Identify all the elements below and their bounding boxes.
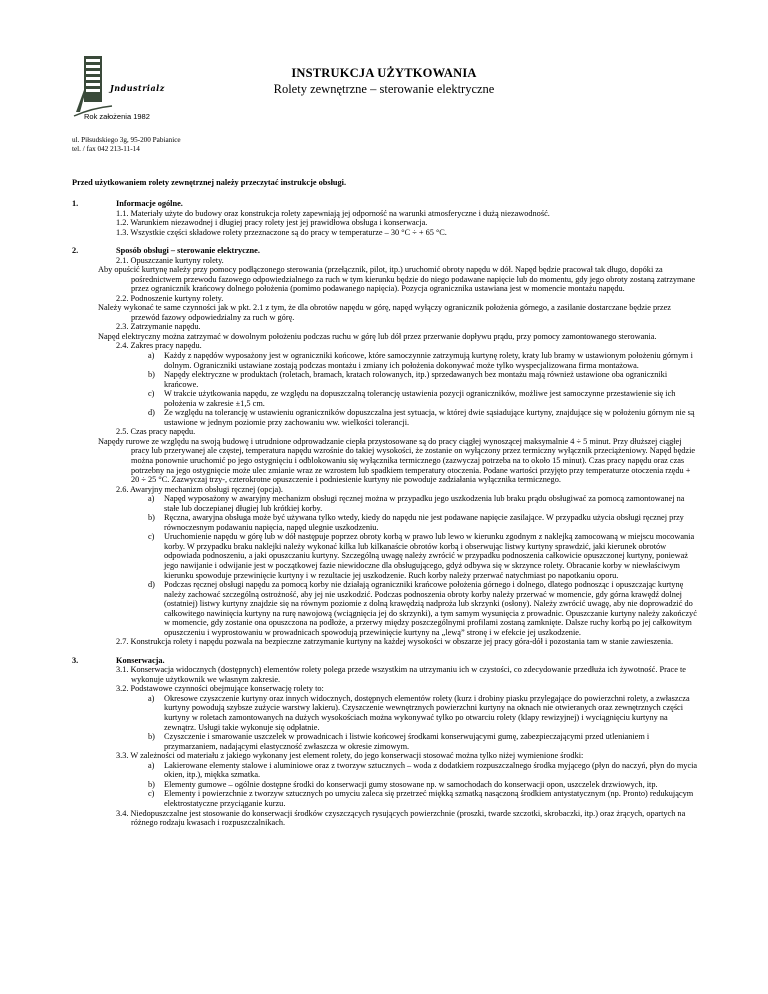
list-text: Napęd wyposażony w awaryjny mechanizm obsługi ręcznej można w przypadku jego uszkodzenia lub braku prądu obsługiwać za pomocą zamontowanej na stałe lub doczepianej długiej lub krótkiej korby. — [164, 494, 685, 513]
list-letter: a) — [148, 760, 155, 770]
list-text: Uruchomienie napędu w górę lub w dół następuje poprzez obroty korbą w prawo lub lewo w kierunku zgodnym z naklejką zamocowaną w miejscu mocowania korby. W przypadku braku naklejki należy wykonać kilka lub kilkanaście obrotów korbą i obserwując listwy kurtyny sprawdzić, jaki kierunek obrotów odpowiada podnoszeniu, a jaki opuszczaniu kurtyny. Szczególną uwagę należy zwrócić w przypadku podnoszenia całkowicie opuszczonej kurtyny, ponieważ jego nawijanie i odwijanie jest w początkowej fazie niewidoczne dla obsługującego, gdyż odbywa się w skrzynce rolety. Obracanie korby w niewłaściwym kierunku spowoduje przewinięcie kurtyny i w rezultacie jej uszkodzenie. Ruch korby należy przerwać natychmiast po napotkaniu oporu. — [164, 532, 695, 580]
paragraph: 3.1. Konserwacja widocznych (dostępnych) elementów rolety polega przede wszystkim na utrzymaniu ich w czystości, co zdecydowanie przedłuża ich żywotność. Prace te wykonuje użytkownik we własnym zakresie. — [116, 665, 686, 684]
paragraph: 2.7. Konstrukcja rolety i napędu pozwala na bezpieczne zatrzymanie kurtyny na każdej wysokości w obszarze jej pracy góra-dół i pozostania tam w stanie zawieszenia. — [116, 637, 674, 647]
list-letter: b) — [148, 370, 155, 380]
section-3 — [72, 656, 700, 828]
list-item — [148, 513, 700, 532]
address-line: ul. Piłsudskiego 3g, 95-200 Pabianice — [72, 136, 181, 144]
document-title: INSTRUKCJA UŻYTKOWANIA — [291, 66, 477, 80]
list-letter: a) — [148, 494, 155, 504]
paragraph: Napędy rurowe ze względu na swoją budowę i utrudnione odprowadzanie ciepła przystosowane są do pracy ciągłej wynoszącej maksymalnie 4 ÷ 5 minut. Przy dłuższej ciągłej pracy lub przerywanej ale częstej, temperatura napędu wzrośnie do takiej wysokości, że zostanie on wyłączony przez termiczny wyłącznik przeciążeniowy. Napęd będzie można ponownie uruchomić po jego ostygnięciu i odblokowaniu się wyłącznika termicznego (zazwyczaj potrzeba na to około 15 minut). Czas pracy napędu oraz czas potrzebny na jego ostygnięcie może ulec zmianie wraz ze wzrostem lub spadkiem temperatury otoczenia. Podane wartości przyjęto przy temperaturze otoczenia rzędu + 20 ÷ 25 °C. Zazwyczaj trzy-, czterokrotne opuszczenie i podniesienie kurtyny nie powoduje zadziałania wyłącznika termicznego. — [98, 436, 696, 485]
section-number: 2. — [72, 245, 79, 255]
subsection-heading: 2.3. Zatrzymanie napędu. — [116, 322, 201, 332]
list-text: Ze względu na tolerancję w ustawieniu ograniczników dopuszczalna jest sytuacja, w której dwie sąsiadujące kurtyny, znajdujące się w położeniu górnym nie są ustawione w jednym poziomie przy zachowaniu ww. wielkości tolerancji. — [164, 408, 695, 427]
list-text: Elementy gumowe – ogólnie dostępne środki do konserwacji gumy stosowane np. w samochodach do konserwacji opon, uszczelek drzwiowych, itp. — [164, 779, 658, 789]
intro-note: Przed użytkowaniem rolety zewnętrznej należy przeczytać instrukcje obsługi. — [72, 178, 347, 187]
subsection-heading: 2.1. Opuszczanie kurtyny rolety. — [116, 255, 224, 265]
list-text: Każdy z napędów wyposażony jest w ograniczniki końcowe, które samoczynnie zatrzymują kurtynę rolety, kraty lub bramy w ustawionym położeniu górnym i dolnym. Ograniczniki ustawiane zostają podczas montażu i zmiany ich położenia dokonywać może tylko wyspecjalizowana firma montażowa. — [164, 351, 693, 370]
list-letter: a) — [148, 693, 155, 703]
list-item — [148, 779, 700, 790]
list-item: 1.2. Warunkiem niezawodnej i długiej pracy rolety jest jej prawidłowa obsługa i konserwacja. — [116, 218, 428, 228]
section-title: Informacje ogólne. — [116, 199, 183, 208]
list-text: Lakierowane elementy stalowe i aluminiowe oraz z tworzyw sztucznych – woda z dodatkiem rozpuszczalnego środka myjącego (płyn do naczyń, płyn do mycia okien, itp.), miękka szmatka. — [164, 760, 698, 780]
list-item — [148, 732, 700, 751]
list-letter: d) — [148, 408, 155, 418]
list-letter: c) — [148, 389, 155, 399]
paragraph: Aby opuścić kurtynę należy przy pomocy podłączonego sterowania (przełącznik, pilot, itp.) uruchomić obroty napędu w dół. Napęd będzie pracował tak długo, dopóki za pośrednictwem przewodu fazowego odpowiedzialnego za ruch w tym kierunku będzie do niego podawane napięcie lub do momentu, gdy jego obroty zostaną zatrzymane przez ogranicznik krańcowy dolnego położenia (pomimo podawanego napięcia). Pozycja ogranicznika ustawiana jest w momencie montażu napędu. — [98, 265, 695, 294]
logo-year: Rok założenia 1982 — [84, 112, 150, 121]
list-text: W trakcie użytkowania napędu, ze względu na dopuszczalną tolerancję ustawienia pozycji ograniczników, możliwe jest samoczynne przestawienie się ich położenia w zakresie ±1,5 cm. — [164, 389, 676, 408]
list-item — [148, 532, 700, 580]
section-number: 3. — [72, 655, 79, 665]
list-text: Podczas ręcznej obsługi napędu za pomocą korby nie działają ograniczniki krańcowe położenia górnego i dolnego, dlatego podnosząc i opuszczając kurtynę należy zachować szczególną ostrożność, aby jej nie uszkodzić. Podczas podnoszenia obroty korby należy przerwać w momencie, gdy górna krawędź dolnej (ostatniej) listwy kurtyny znajdzie się na równym poziomie z dolną krawędzią nadproża lub skrzynki (osłony). Należy zwrócić uwagę, aby nie doprowadzić do całkowitego nawinięcia kurtyny na rurę nawojową (wciągnięcia jej do skrzynki), a tym samym wysunięcia z prowadnic. Opuszczanie kurtyny należy zakończyć w momencie, gdy zostanie ona opuszczona na podłoże, a przerwy między poszczególnymi profilami zostaną zamknięte. Dalsze ruchy korbą po jej całkowitym opuszczeniu i wyprostowaniu w prowadnicach spowodują przewinięcie kurtyny na „lewą” stronę i w efekcie jej uszkodzenie. — [164, 580, 697, 637]
list-item — [148, 389, 700, 408]
logo-company-name: Jndustrialz — [110, 83, 165, 93]
list-item: 1.1. Materiały użyte do budowy oraz konstrukcja rolety zapewniają jej odporność na warunki atmosferyczne i dużą niezawodność. — [116, 208, 550, 218]
document-subtitle: Rolety zewnętrzne – sterowanie elektryczne — [273, 82, 495, 96]
list-letter: c) — [148, 532, 155, 542]
list-item — [148, 789, 700, 808]
list-item: 1.3. Wszystkie części składowe rolety przeznaczone są do pracy w temperaturze – 30 °C ÷ + 65 °C. — [116, 227, 447, 237]
subsection-heading: 2.6. Awaryjny mechanizm obsługi ręcznej (opcja). — [116, 484, 283, 494]
list-item — [148, 408, 700, 427]
list-letter: a) — [148, 351, 155, 360]
list-letter: b) — [148, 732, 155, 742]
list-letter: b) — [148, 513, 155, 523]
list-letter: b) — [148, 779, 155, 789]
list-item — [148, 351, 700, 370]
list-item — [148, 494, 700, 513]
list-letter: d) — [148, 580, 155, 590]
list-text: Napędy elektryczne w produktach (roletach, bramach, kratach rolowanych, itp.) sprzedawanych bez montażu mają również ustawione oba ograniczniki krańcowe. — [164, 370, 668, 389]
paragraph: Napęd elektryczny można zatrzymać w dowolnym położeniu podczas ruchu w górę lub dół przez przerwanie dopływu prądu, przy pomocy zamontowanego sterowania. — [98, 331, 657, 341]
section-title: Konserwacja. — [116, 655, 165, 665]
document-body — [72, 199, 700, 836]
subsection-heading: 3.3. W zależności od materiału z jakiego wykonany jest element rolety, do jego konserwacji stosować można tylko niżej wymienione środki: — [116, 751, 584, 761]
subsection-heading: 2.2. Podnoszenie kurtyny rolety. — [116, 293, 224, 303]
list-item — [148, 580, 700, 637]
list-item — [148, 760, 700, 780]
document-title-block — [200, 66, 568, 97]
subsection-heading: 3.2. Podstawowe czynności obejmujące konserwację rolety to: — [116, 684, 324, 694]
company-logo — [72, 50, 182, 122]
subsection-heading: 2.4. Zakres pracy napędu. — [116, 341, 202, 351]
list-text: Okresowe czyszczenie kurtyny oraz innych widocznych, dostępnych elementów rolety (kurz i drobiny piasku przylegające do powierzchni rolety, a zwłaszcza kurtyny powodują szybsze zużycie warstwy lakieru). Czyszczenie wewnętrznych powierzchni kurtyny na oknach nie otwieranych oraz zewnętrznych części kurtyny w roletach zamontowanych na dużych wysokościach można wykonywać tylko po otwarciu rolety (klapy rewizyjnej) i wyciągnięciu kurtyny na zewnątrz. Usługi takie wykonuje się odpłatnie. — [164, 693, 690, 732]
paragraph: Należy wykonać te same czynności jak w pkt. 2.1 z tym, że dla obrotów napędu w górę, napęd wyłączy ogranicznik położenia górnego, a zasilanie dostarczane będzie przez przewód fazowy odpowiedzialny za ruch w górę. — [98, 303, 671, 322]
list-text: Elementy i powierzchnie z tworzyw sztucznych po umyciu zaleca się przetrzeć miękką szmatką nasączoną środkiem antystatycznym (np. Pronto) redukującym elektrostatyczne przyciąganie kurzu. — [164, 789, 694, 808]
company-address — [72, 136, 181, 153]
list-letter: c) — [148, 789, 155, 799]
list-item — [148, 370, 700, 389]
section-number: 1. — [72, 199, 79, 208]
list-text: Ręczna, awaryjna obsługa może być używana tylko wtedy, kiedy do napędu nie jest podawane napięcie zasilające. W przypadku użycia obsługi ręcznej przy równoczesnym podawaniu napięcia, napęd ulegnie uszkodzeniu. — [164, 513, 684, 532]
phone-line: tel. / fax 042 213-11-14 — [72, 144, 140, 153]
subsection-heading: 2.5. Czas pracy napędu. — [116, 427, 196, 437]
paragraph: 3.4. Niedopuszczalne jest stosowanie do konserwacji środków czyszczących rysujących powierzchnie (proszki, twarde szczotki, skrobaczki, itp.) oraz żrących, opartych na różnego rodzaju kwasach i rozpuszczalnikach. — [116, 808, 686, 828]
section-2 — [72, 246, 700, 647]
list-text: Czyszczenie i smarowanie uszczelek w prowadnicach i listwie końcowej środkami konserwującymi gumę, zabezpieczającymi przed utlenianiem i przymarzaniem, nadającymi elastyczność zwłaszcza w okresie zimowym. — [164, 732, 650, 751]
list-item — [148, 693, 700, 732]
section-1 — [72, 199, 700, 237]
section-title: Sposób obsługi – sterowanie elektryczne. — [116, 245, 260, 255]
